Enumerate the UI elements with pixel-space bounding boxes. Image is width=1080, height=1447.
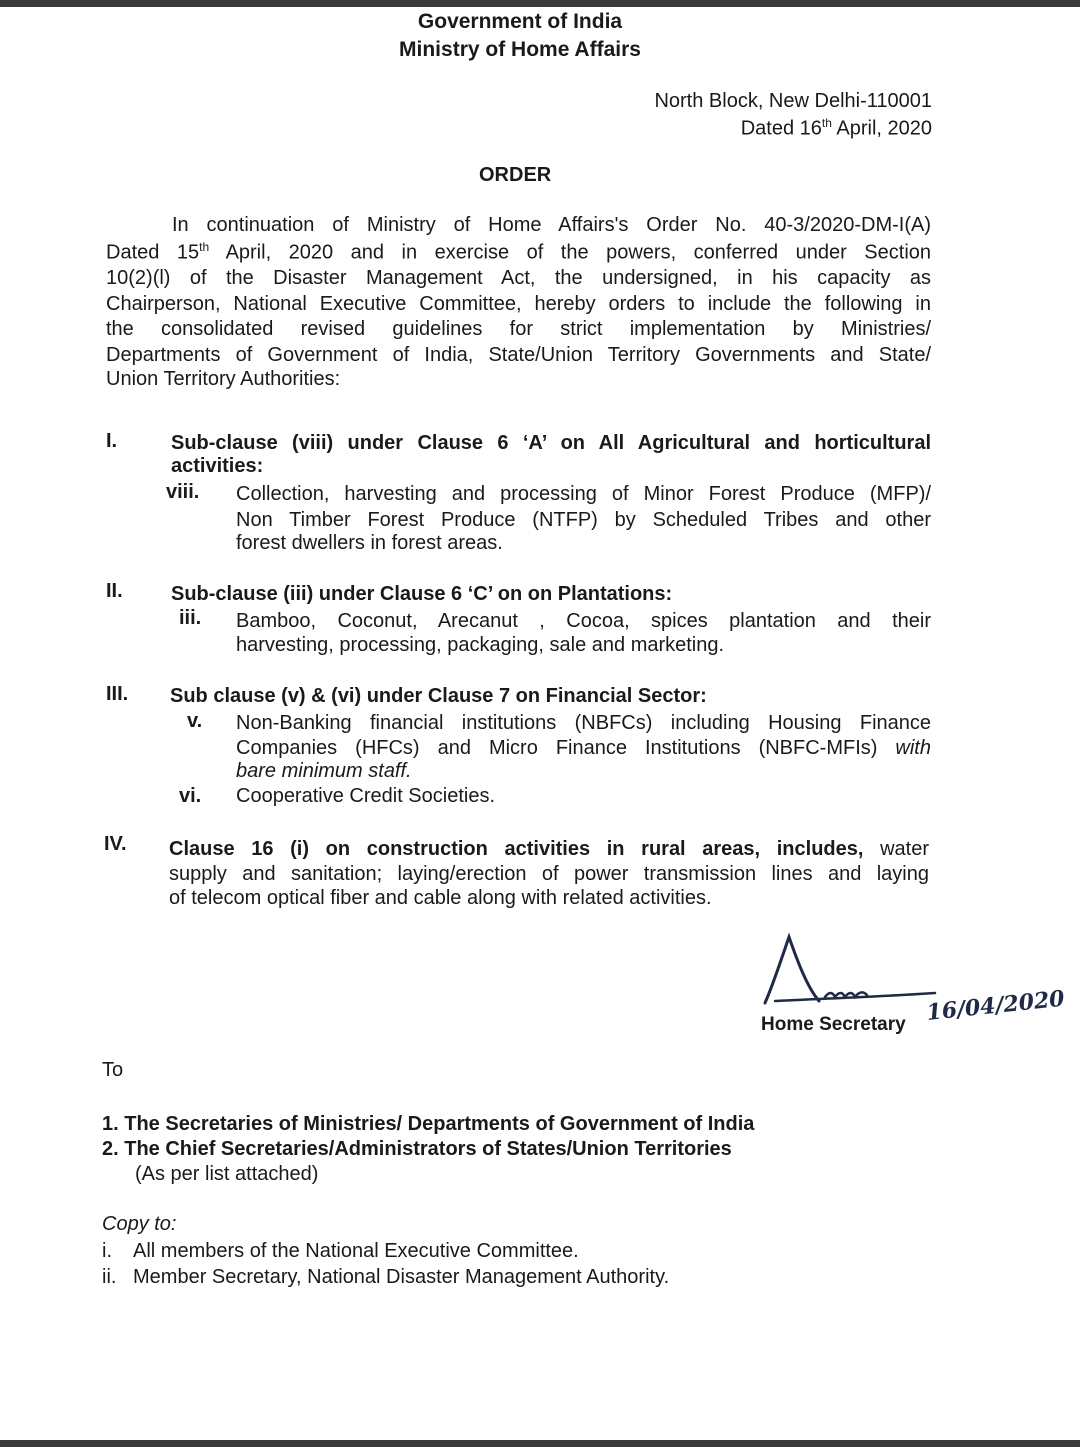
header-ministry: Ministry of Home Affairs <box>399 38 641 61</box>
to-label: To <box>102 1059 124 1081</box>
section-1-sub-number: viii. <box>166 481 200 503</box>
section-1-heading-line-1: Sub-clause (viii) under Clause 6 ‘A’ on All Agricultural and horticultural <box>171 432 931 454</box>
address-line: North Block, New Delhi-110001 <box>654 90 932 112</box>
intro-line-4: Chairperson, National Executive Committee, hereby orders to include the following in <box>106 293 931 315</box>
section-1-sub-line-2: Non Timber Forest Produce (NTFP) by Scheduled Tribes and other <box>236 509 931 531</box>
section-3-sub-v-line-3: bare minimum staff. <box>236 760 412 782</box>
intro-dated-sup: th <box>199 240 210 254</box>
intro-line-6: Departments of Government of India, State/Union Territory Governments and State/ <box>106 344 931 366</box>
dated-suffix: April, 2020 <box>831 117 932 140</box>
section-4-line-1-bold: Clause 16 (i) on construction activities in rural areas, includes, <box>169 838 864 860</box>
section-3-sub-v-number: v. <box>187 710 203 732</box>
copy-item-1-text: All members of the National Executive Committee. <box>133 1240 579 1262</box>
section-4-line-1-rest: water <box>863 838 929 860</box>
section-3-sub-vi-number: vi. <box>179 785 202 807</box>
copy-item-2-number: ii. <box>102 1266 117 1288</box>
section-1-sub-line-1: Collection, harvesting and processing of Minor Forest Produce (MFP)/ <box>236 483 931 505</box>
dated-sup: th <box>821 116 832 130</box>
section-1-number: I. <box>106 430 118 452</box>
intro-line-7: Union Territory Authorities: <box>106 368 341 390</box>
section-4-line-2: supply and sanitation; laying/erection of power transmission lines and laying <box>169 863 929 885</box>
section-2-heading: Sub-clause (iii) under Clause 6 ‘C’ on on Plantations: <box>171 583 673 605</box>
bottom-border <box>0 1440 1080 1447</box>
copy-label: Copy to: <box>102 1213 177 1235</box>
section-2-sub-line-1: Bamboo, Coconut, Arecanut , Cocoa, spices plantation and their <box>236 610 931 632</box>
intro-dated-suffix: April, 2020 and in exercise of the powers, conferred under Section <box>209 241 932 264</box>
to-item-2: 2. The Chief Secretaries/Administrators of States/Union Territories <box>102 1138 732 1160</box>
copy-item-2-text: Member Secretary, National Disaster Management Authority. <box>133 1266 670 1288</box>
section-3-number: III. <box>106 683 129 705</box>
order-title: ORDER <box>479 164 552 186</box>
top-border <box>0 0 1080 7</box>
section-3-sub-v-line-2a: Companies (HFCs) and Micro Finance Institutions (NBFC-MFIs) <box>236 737 896 759</box>
dated-prefix: Dated 16 <box>740 117 822 140</box>
to-item-1: 1. The Secretaries of Ministries/ Departments of Government of India <box>102 1113 755 1135</box>
intro-line-3: 10(2)(l) of the Disaster Management Act, the undersigned, in his capacity as <box>106 267 931 289</box>
intro-line-1: In continuation of Ministry of Home Affairs's Order No. 40-3/2020-DM-I(A) <box>172 214 931 236</box>
intro-dated-prefix: Dated 15 <box>106 241 200 264</box>
signature-handwritten-date: 16/04/2020 <box>925 985 1066 1026</box>
section-3-sub-v-line-2b: with <box>895 737 931 759</box>
section-2-sub-number: iii. <box>179 607 202 629</box>
header-government: Government of India <box>417 10 623 33</box>
intro-line-2 <box>106 240 931 265</box>
section-3-heading: Sub clause (v) & (vi) under Clause 7 on Financial Sector: <box>170 685 707 707</box>
section-4-line-1 <box>169 838 929 861</box>
section-3-sub-v-line-1: Non-Banking financial institutions (NBFCs) including Housing Finance <box>236 712 931 734</box>
to-note: (As per list attached) <box>135 1163 319 1185</box>
copy-item-1-number: i. <box>102 1240 112 1262</box>
dated-line <box>741 116 932 141</box>
section-2-sub-line-2: harvesting, processing, packaging, sale and marketing. <box>236 634 725 656</box>
section-1-sub-line-3: forest dwellers in forest areas. <box>236 532 503 554</box>
section-2-number: II. <box>106 580 123 602</box>
section-3-sub-v-line-2 <box>236 737 931 760</box>
section-4-line-3: of telecom optical fiber and cable along with related activities. <box>169 887 712 909</box>
section-1-heading-line-2: activities: <box>171 455 264 477</box>
signature-designation: Home Secretary <box>761 1014 906 1035</box>
intro-line-5: the consolidated revised guidelines for strict implementation by Ministries/ <box>106 318 931 340</box>
section-3-sub-vi-line-1: Cooperative Credit Societies. <box>236 785 496 807</box>
section-4-number: IV. <box>104 833 127 855</box>
